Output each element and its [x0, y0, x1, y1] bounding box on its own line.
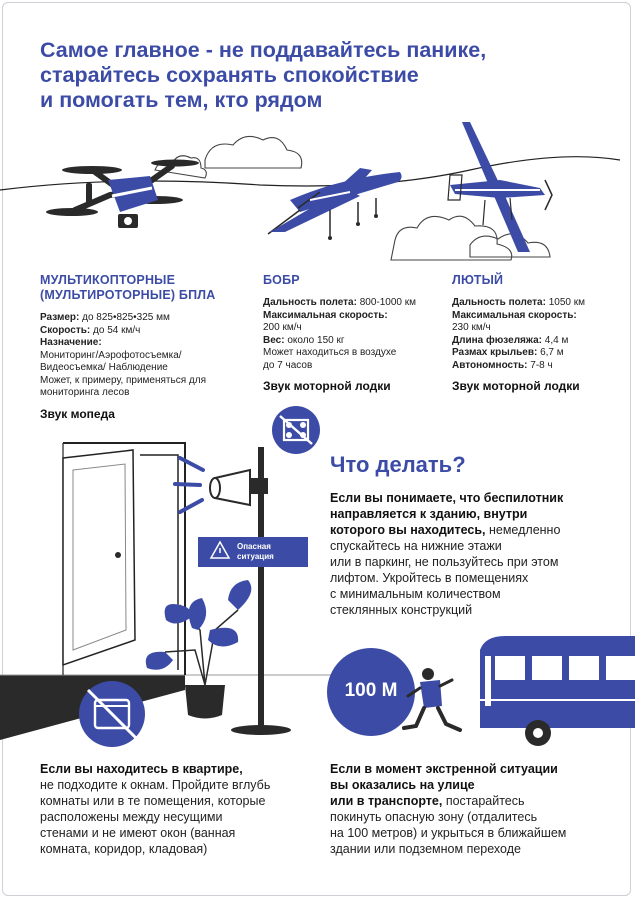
- wingspan-value: 6,7 м: [537, 347, 564, 358]
- speed-value: до 54 км/ч: [90, 324, 141, 336]
- building-advice-line-3: [330, 522, 630, 538]
- sign-line-2: ситуация: [237, 551, 274, 561]
- multicopter-info: [40, 273, 240, 420]
- multicopter-size: [40, 312, 240, 325]
- multicopter-speed: [40, 325, 240, 338]
- speed-label: Скорость:: [40, 324, 91, 336]
- bobr-sound: Звук моторной лодки: [263, 379, 391, 393]
- apartment-advice: [40, 761, 300, 857]
- weight-value: около 150 кг: [284, 334, 345, 346]
- maxspeed-label: Максимальная скорость:: [263, 309, 388, 321]
- headline-line-1: Самое главное - не поддавайтесь панике,: [40, 38, 487, 62]
- multicopter-sound: Звук мопеда: [40, 406, 115, 421]
- multicopter-title: [40, 273, 240, 303]
- bobr-drone-icon: [268, 168, 402, 240]
- range-value: 1050 км: [545, 297, 585, 308]
- autonomy-value: 7-8 ч: [527, 359, 553, 371]
- purpose-line-2: Видеосъемка/ Наблюдение: [40, 362, 168, 373]
- fuselage-value: 4,4 м: [542, 334, 569, 346]
- what-to-do-title: Что делать?: [330, 452, 466, 477]
- building-advice-line-7: с минимальным количеством: [330, 587, 501, 601]
- maxspeed-label: Максимальная скорость:: [452, 309, 577, 321]
- purpose-label: Назначение:: [40, 337, 102, 348]
- bobr-air-line-2: до 7 часов: [263, 359, 313, 371]
- building-advice-line-1: Если вы понимаете, что беспилотник: [330, 491, 564, 505]
- street-advice-line-6: здании или подземном переходе: [330, 842, 521, 856]
- building-advice-bold-3: которого вы находитесь,: [330, 523, 486, 537]
- bobr-weight: [263, 335, 443, 348]
- warning-sign-label: [237, 542, 274, 561]
- range-value: 800-1000 км: [356, 297, 417, 308]
- bobr-air-line-1: Может находиться в воздухе: [263, 347, 397, 358]
- range-label: Дальность полета:: [263, 297, 357, 308]
- multicopter-title-line-1: МУЛЬТИКОПТОРНЫЕ: [40, 273, 176, 287]
- headline-line-2: старайтесь сохранять спокойствие: [40, 63, 419, 87]
- lyuty-drone-icon: [448, 122, 552, 252]
- weight-label: Вес:: [263, 334, 285, 346]
- multicopter-drone-icon: [46, 160, 199, 229]
- bobr-maxspeed-label: [263, 310, 443, 323]
- building-advice-line-2: направляется к зданию, внутри: [330, 507, 528, 521]
- fuselage-label: Длина фюзеляжа:: [452, 334, 542, 346]
- lyuty-fuselage: [452, 335, 627, 348]
- purpose-line-4: мониторинга лесов: [40, 387, 130, 398]
- size-label: Размер:: [40, 312, 80, 323]
- building-advice-line-4: спускайтесь на нижние этажи: [330, 539, 502, 553]
- building-advice-text-3: немедленно: [485, 523, 561, 537]
- multicopter-purpose-label: [40, 337, 240, 350]
- lyuty-info: [452, 273, 627, 393]
- bobr-maxspeed-value: 200 км/ч: [263, 322, 302, 333]
- no-drone-icon: [272, 406, 320, 454]
- lyuty-maxspeed-label: [452, 310, 627, 323]
- apartment-advice-line-1: Если вы находитесь в квартире,: [40, 762, 243, 776]
- purpose-line-3: Может, к примеру, применяться для: [40, 374, 207, 386]
- apartment-advice-line-2: не подходите к окнам. Пройдите вглубь: [40, 778, 271, 792]
- bus-icon: [480, 636, 635, 746]
- street-advice-bold-3: или в транспорте,: [330, 794, 443, 808]
- street-advice: [330, 761, 630, 857]
- street-advice-line-5: на 100 метров) и укрыться в ближайшем: [330, 826, 567, 840]
- apartment-advice-line-4: расположены между несущими: [40, 810, 223, 824]
- bobr-info: [263, 273, 443, 393]
- street-advice-text-3: постарайтесь: [442, 794, 525, 808]
- building-advice-line-8: стеклянных конструкций: [330, 603, 473, 617]
- lyuty-range: [452, 297, 627, 310]
- building-advice-line-5: или в паркинг, не пользуйтесь при этом: [330, 555, 559, 569]
- building-advice: [330, 490, 630, 618]
- bobr-range: [263, 297, 443, 310]
- apartment-advice-line-5: стенами и не имеют окон (ванная: [40, 826, 236, 840]
- lyuty-wingspan: [452, 347, 627, 360]
- multicopter-title-line-2: (МУЛЬТИРОТОРНЫЕ) БПЛА: [40, 288, 216, 302]
- plant-icon: [146, 580, 252, 719]
- building-advice-line-6: лифтом. Укройтесь в помещениях: [330, 571, 529, 585]
- apartment-advice-line-3: комнаты или в те помещения, которые: [40, 794, 266, 808]
- street-advice-line-1: Если в момент экстренной ситуации: [330, 762, 558, 776]
- door-icon: [63, 443, 185, 675]
- bobr-title: БОБР: [263, 273, 300, 287]
- street-advice-line-2: вы оказались на улице: [330, 778, 475, 792]
- no-window-icon: [79, 681, 145, 747]
- purpose-line-1: Мониторинг/Аэрофотосъемка/: [40, 349, 182, 361]
- lyuty-sound: Звук моторной лодки: [452, 379, 580, 393]
- street-advice-line-3: [330, 793, 630, 809]
- lyuty-autonomy: [452, 360, 627, 373]
- sign-line-1: Опасная: [237, 542, 271, 551]
- distance-badge: 100 М: [344, 680, 398, 701]
- headline-line-3: и помогать тем, кто рядом: [40, 88, 323, 112]
- wingspan-label: Размах крыльев:: [452, 347, 538, 358]
- apartment-advice-line-6: комната, коридор, кладовая): [40, 842, 208, 856]
- size-value: до 825•825•325 мм: [79, 312, 170, 323]
- lyuty-maxspeed-value: 230 км/ч: [452, 322, 491, 333]
- lyuty-title: ЛЮТЫЙ: [452, 273, 504, 287]
- range-label: Дальность полета:: [452, 297, 546, 308]
- street-advice-line-4: покинуть опасную зону (отдалитесь: [330, 810, 538, 824]
- autonomy-label: Автономность:: [452, 359, 528, 371]
